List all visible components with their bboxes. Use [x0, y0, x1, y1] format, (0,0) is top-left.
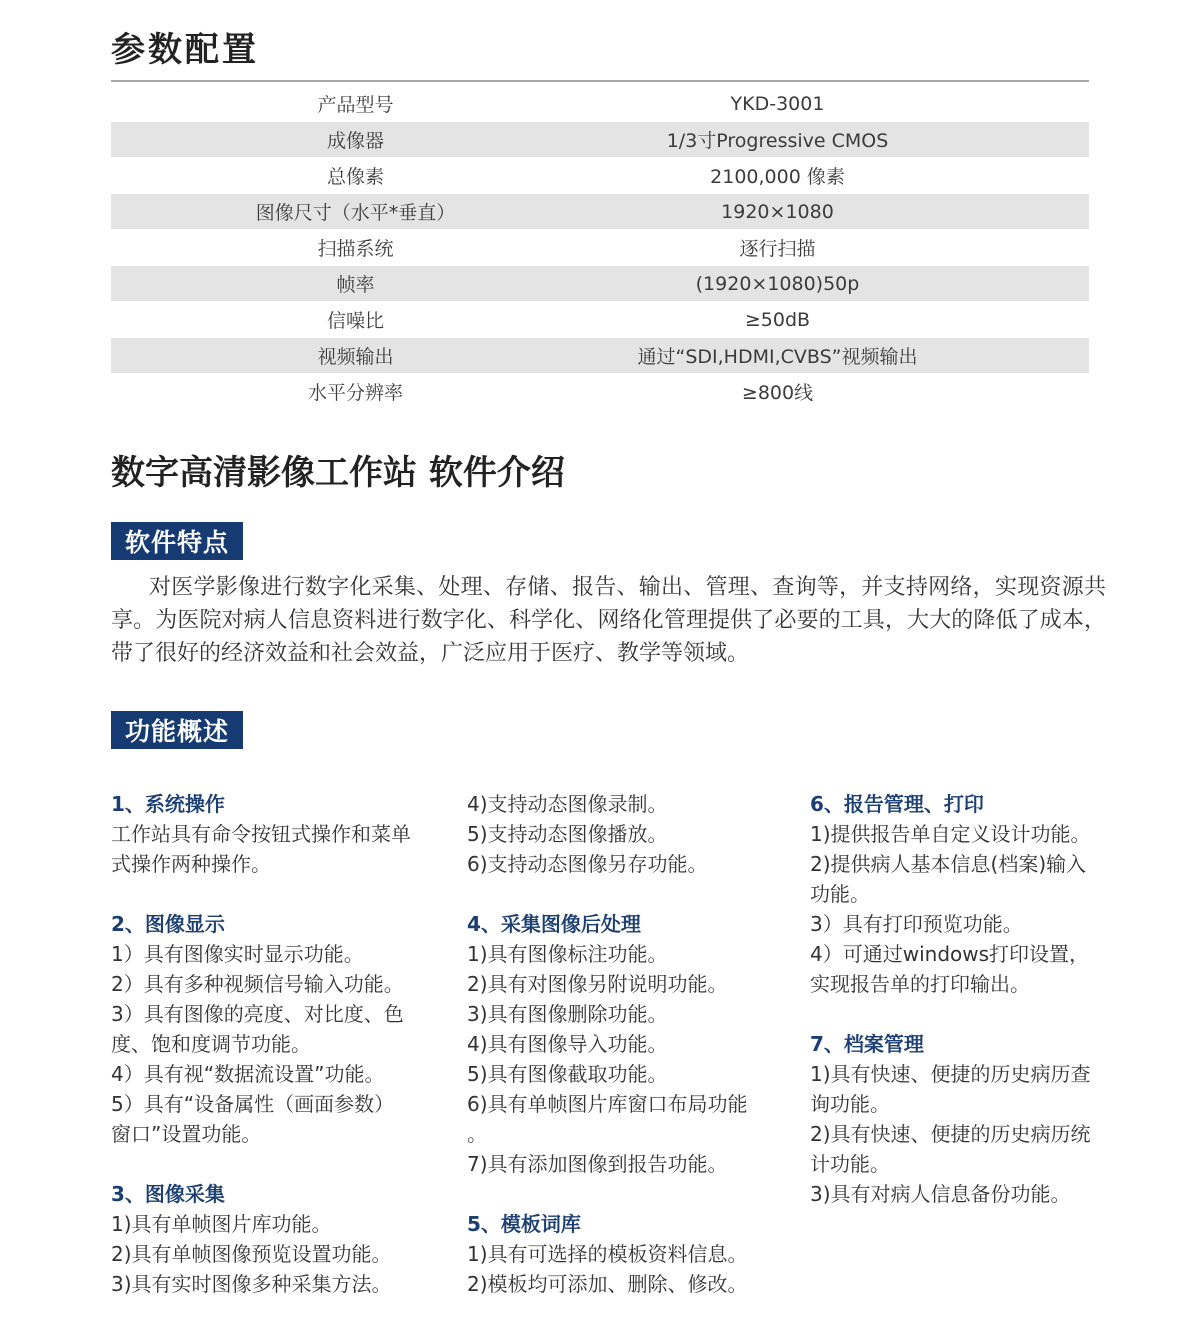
function-line: 5）具有“设备属性（画面参数） — [111, 1092, 395, 1116]
spec-key: 产品型号 — [317, 94, 394, 116]
spec-row — [111, 266, 1089, 301]
section-heading: 3、图像采集 — [111, 1182, 225, 1206]
spec-value: 逐行扫描 — [739, 238, 816, 260]
function-line: 4)支持动态图像录制。 — [467, 792, 668, 816]
section-spacer — [810, 999, 1115, 1029]
function-line: 2)模板均可添加、删除、修改。 — [467, 1272, 748, 1296]
function-line: 询功能。 — [810, 1092, 890, 1116]
section-heading: 2、图像显示 — [111, 912, 225, 936]
spec-row — [111, 86, 1089, 121]
function-line: 5)支持动态图像播放。 — [467, 822, 668, 846]
spec-value: 通过“SDI,HDMI,CVBS”视频输出 — [637, 346, 918, 368]
function-line: 2)提供病人基本信息(档案)输入 — [810, 852, 1087, 876]
function-line: 窗口”设置功能。 — [111, 1122, 262, 1146]
function-line: 1)具有图像标注功能。 — [467, 942, 668, 966]
function-line: 2)具有对图像另附说明功能。 — [467, 972, 728, 996]
section-spacer — [111, 1149, 446, 1179]
functions-column-1 — [111, 789, 446, 1299]
features-tag: 软件特点 — [111, 522, 243, 560]
function-line: 3)具有实时图像多种采集方法。 — [111, 1272, 392, 1296]
function-line: 3)具有对病人信息备份功能。 — [810, 1182, 1071, 1206]
spec-row — [111, 158, 1089, 193]
function-line: 1)具有单帧图片库功能。 — [111, 1212, 332, 1236]
function-line: 4）可通过windows打印设置， — [810, 942, 1090, 966]
spec-row — [111, 122, 1089, 157]
function-line: 4）具有视“数据流设置”功能。 — [111, 1062, 385, 1086]
features-paragraph: 对医学影像进行数字化采集、处理、存储、报告、输出、管理、查询等，并支持网络，实现资源共享。为医院对病人信息资料进行数字化、科学化、网络化管理提供了必要的工具，大大的降低了成本，带了很好的经济效益和社会效益，广泛应用于医疗、教学等领域。 — [111, 575, 1106, 666]
spec-key: 总像素 — [326, 166, 384, 188]
function-line: 5)具有图像截取功能。 — [467, 1062, 668, 1086]
software-intro-title: 数字高清影像工作站 软件介绍 — [111, 453, 565, 493]
spec-row — [111, 374, 1089, 409]
function-line: 度、饱和度调节功能。 — [111, 1032, 311, 1056]
function-line: 6)支持动态图像另存功能。 — [467, 852, 708, 876]
function-line: 3）具有打印预览功能。 — [810, 912, 1023, 936]
function-line: 实现报告单的打印输出。 — [810, 972, 1030, 996]
section-heading: 7、档案管理 — [810, 1032, 924, 1056]
function-line: 4)具有图像导入功能。 — [467, 1032, 668, 1056]
spec-key: 信噪比 — [326, 310, 384, 332]
spec-value: 1920×1080 — [721, 200, 834, 223]
section-spacer — [467, 879, 797, 909]
functions-column-2 — [467, 789, 797, 1299]
function-line: 7)具有添加图像到报告功能。 — [467, 1152, 728, 1176]
function-line: 计功能。 — [810, 1152, 890, 1176]
functions-column-3 — [810, 789, 1115, 1209]
section-heading: 5、模板词库 — [467, 1212, 581, 1236]
function-line: 6)具有单帧图片库窗口布局功能 — [467, 1092, 748, 1116]
function-line: 工作站具有命令按钮式操作和菜单 — [111, 822, 411, 846]
spec-title-divider — [111, 80, 1089, 82]
spec-row — [111, 194, 1089, 229]
function-line: 功能。 — [810, 882, 870, 906]
function-line: 3)具有图像删除功能。 — [467, 1002, 668, 1026]
spec-table — [111, 86, 1089, 410]
function-line: 2)具有单帧图像预览设置功能。 — [111, 1242, 392, 1266]
spec-value: ≥800线 — [741, 382, 814, 404]
function-line: 3）具有图像的亮度、对比度、色 — [111, 1002, 404, 1026]
spec-key: 帧率 — [336, 274, 375, 296]
section-spacer — [111, 879, 446, 909]
function-line: 1)具有可选择的模板资料信息。 — [467, 1242, 748, 1266]
spec-key: 成像器 — [326, 130, 384, 152]
spec-row — [111, 302, 1089, 337]
function-line: 2）具有多种视频信号输入功能。 — [111, 972, 404, 996]
function-line: 1）具有图像实时显示功能。 — [111, 942, 364, 966]
spec-section-title: 参数配置 — [111, 30, 259, 70]
function-line: 2)具有快速、便捷的历史病历统 — [810, 1122, 1091, 1146]
section-heading: 4、采集图像后处理 — [467, 912, 641, 936]
function-line: 1)具有快速、便捷的历史病历查 — [810, 1062, 1091, 1086]
functions-tag: 功能概述 — [111, 711, 243, 749]
function-line: 式操作两种操作。 — [111, 852, 271, 876]
spec-key: 水平分辨率 — [307, 382, 403, 404]
spec-value: 2100,000 像素 — [710, 166, 845, 188]
spec-value: YKD-3001 — [730, 92, 825, 115]
function-line: 1)提供报告单自定义设计功能。 — [810, 822, 1091, 846]
section-heading: 1、系统操作 — [111, 792, 225, 816]
spec-key: 图像尺寸（水平*垂直） — [255, 202, 456, 224]
section-spacer — [467, 1179, 797, 1209]
spec-key: 扫描系统 — [317, 238, 394, 260]
spec-row — [111, 338, 1089, 373]
section-heading: 6、报告管理、打印 — [810, 792, 984, 816]
spec-value: (1920×1080)50p — [695, 272, 860, 295]
spec-key: 视频输出 — [317, 346, 394, 368]
function-line: 。 — [467, 1122, 487, 1146]
spec-value: ≥50dB — [744, 308, 811, 331]
spec-value: 1/3寸Progressive CMOS — [666, 130, 889, 152]
spec-row — [111, 230, 1089, 265]
